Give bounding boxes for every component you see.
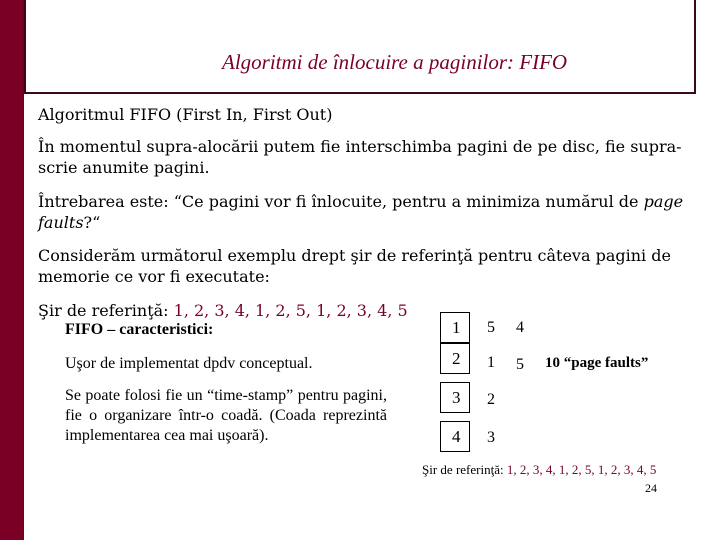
left-accent-bar	[0, 0, 23, 540]
col2-cell-2: 1	[487, 354, 495, 371]
title-frame-left	[24, 0, 26, 92]
frame-cell-3: 3	[440, 382, 470, 413]
col3-cell-1: 4	[516, 319, 524, 336]
page-faults-term: page faults	[38, 192, 684, 232]
reference-string-repeat: Şir de referinţă: 1, 2, 3, 4, 1, 2, 5, 1, 2, 3, 4, 5	[422, 462, 657, 477]
fifo-characteristics-heading: FIFO – caracteristici:	[65, 321, 214, 338]
title-underline	[24, 92, 696, 94]
characteristic-easy: Uşor de implementat dpdv conceptual.	[65, 355, 313, 372]
frame-cell-2: 2	[440, 343, 470, 374]
reference-string: Şir de referinţă: 1, 2, 3, 4, 1, 2, 5, 1, 2, 3, 4, 5	[38, 301, 408, 320]
page-faults-count: 10 “page faults”	[545, 355, 649, 371]
paragraph-overallocation: În momentul supra-alocării putem fie interschimba pagini de pe disc, fie supra-scrie anumite pagini.	[38, 137, 682, 177]
frame-cell-4: 4	[440, 421, 470, 452]
col2-cell-3: 2	[487, 391, 495, 408]
paragraph-example: Considerăm următorul exemplu drept şir de referinţă pentru câteva pagini de memorie ce vor fi executate:	[38, 246, 671, 286]
frame-cell-1: 1	[440, 312, 470, 343]
col2-cell-4: 3	[487, 429, 495, 446]
col2-cell-1: 5	[487, 319, 495, 336]
fifo-heading: Algoritmul FIFO (First In, First Out)	[38, 105, 333, 124]
paragraph-question: Întrebarea este: “Ce pagini vor fi înlocuite, pentru a minimiza numărul de page faults?“	[38, 192, 684, 232]
col3-cell-2: 5	[516, 356, 524, 373]
title-frame-right	[694, 0, 696, 94]
characteristic-timestamp: Se poate folosi fie un “time-stamp” pentru pagini, fie o organizare într-o coadă. (Coada reprezintă implementarea cea mai uşoară).	[65, 387, 387, 444]
page-number: 24	[645, 481, 657, 495]
slide-title: Algoritmi de înlocuire a paginilor: FIFO	[222, 50, 568, 74]
reference-values: 1, 2, 3, 4, 1, 2, 5, 1, 2, 3, 4, 5	[173, 301, 408, 320]
